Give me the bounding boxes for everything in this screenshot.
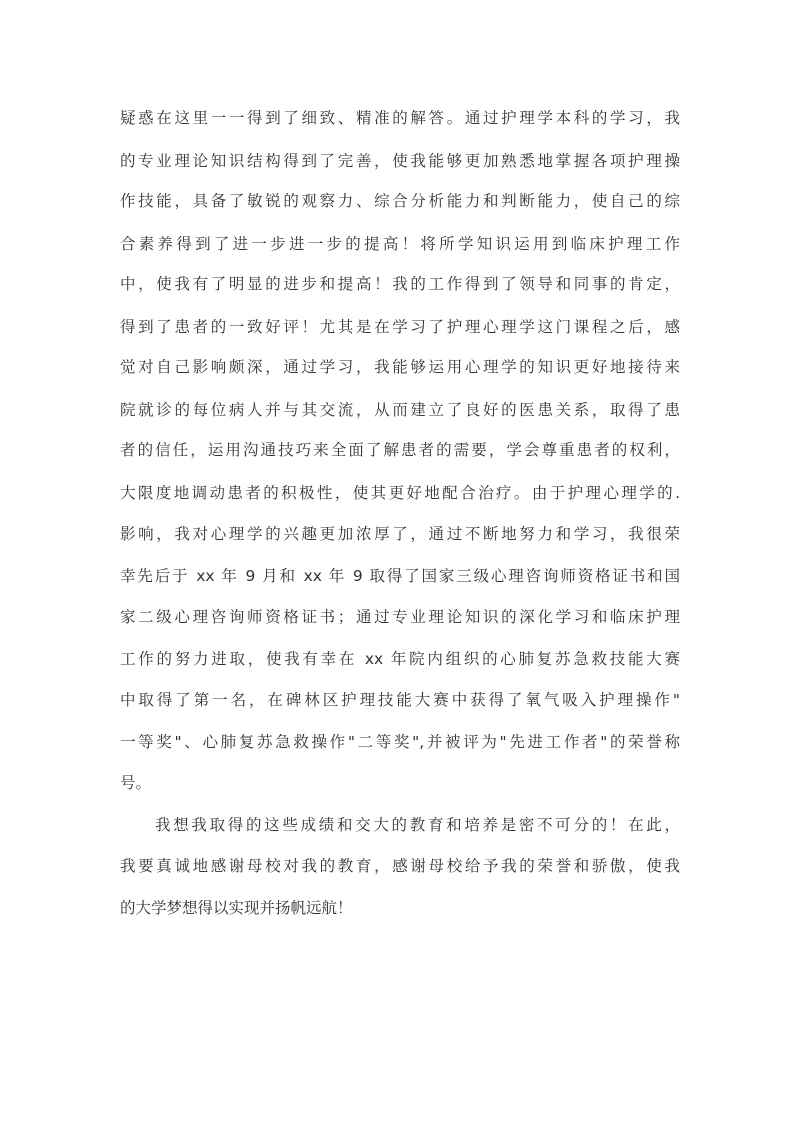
text-line: 作技能，具备了敏锐的观察力、综合分析能力和判断能力，使自己的综 xyxy=(120,192,680,210)
text-line: 我要真诚地感谢母校对我的教育，感谢母校给予我的荣誉和骄傲，使我 xyxy=(120,857,680,875)
text-line: 中取得了第一名，在碑林区护理技能大赛中获得了氧气吸入护理操作" xyxy=(120,691,680,709)
text-line: 者的信任，运用沟通技巧来全面了解患者的需要，学会尊重患者的权利， xyxy=(120,441,680,459)
text-line: 工作的努力进取，使我有幸在 xx 年院内组织的心肺复苏急救技能大赛 xyxy=(120,650,680,668)
text-line: 我想我取得的这些成绩和交大的教育和培养是密不可分的！在此， xyxy=(155,816,680,834)
text-line: 中，使我有了明显的进步和提高！我的工作得到了领导和同事的肯定， xyxy=(120,275,680,293)
text-line: 影响，我对心理学的兴趣更加浓厚了，通过不断地努力和学习，我很荣 xyxy=(120,525,680,543)
text-line: 合素养得到了进一步进一步的提高！将所学知识运用到临床护理工作 xyxy=(120,235,680,253)
text-line: 觉对自己影响颇深，通过学习，我能够运用心理学的知识更好地接待来 xyxy=(120,358,680,376)
text-line: 得到了患者的一致好评！尤其是在学习了护理心理学这门课程之后，感 xyxy=(120,318,680,336)
text-line: 院就诊的每位病人并与其交流，从而建立了良好的医患关系，取得了患 xyxy=(120,401,680,419)
text-line: 大限度地调动患者的积极性，使其更好地配合治疗。由于护理心理学的. xyxy=(120,484,680,502)
text-line: 幸先后于 xx 年 9 月和 xx 年 9 取得了国家三级心理咨询师资格证书和国 xyxy=(120,567,680,585)
text-line: 家二级心理咨询师资格证书；通过专业理论知识的深化学习和临床护理 xyxy=(120,608,680,626)
text-line: 疑惑在这里一一得到了细致、精准的解答。通过护理学本科的学习，我 xyxy=(120,109,680,127)
text-line: 号。 xyxy=(120,774,152,792)
text-line: 的专业理论知识结构得到了完善，使我能够更加熟悉地掌握各项护理操 xyxy=(120,152,680,170)
text-line: 的大学梦想得以实现并扬帆远航！ xyxy=(120,899,353,917)
text-line: 一等奖"、心肺复苏急救操作"二等奖",并被评为"先进工作者"的荣誉称 xyxy=(120,733,680,751)
